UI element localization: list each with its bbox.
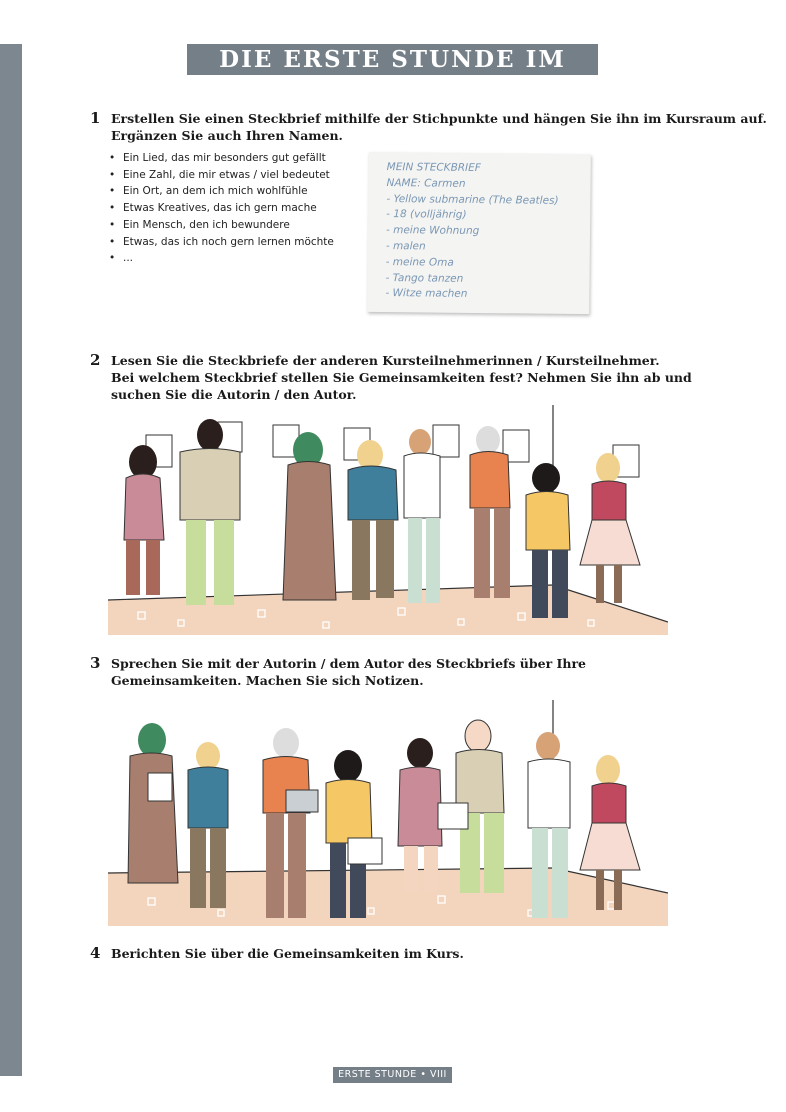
person-figure	[526, 463, 570, 618]
person-figure	[398, 738, 442, 891]
list-item: • ...	[109, 250, 334, 267]
card-line: NAME: Carmen	[386, 176, 466, 190]
card-line: - Yellow submarine (The Beatles)	[386, 192, 559, 207]
person-figure	[404, 429, 440, 603]
person-figure	[128, 723, 178, 883]
people-reading-wall-illustration	[108, 400, 668, 638]
page-footer: ERSTE STUNDE • VIII	[333, 1067, 452, 1083]
card-line: - Tango tanzen	[385, 271, 464, 285]
list-item: • Eine Zahl, die mir etwas / viel bedeutet	[109, 167, 334, 184]
people-talking-illustration	[108, 698, 668, 928]
person-figure	[348, 440, 398, 600]
card-line: - meine Oma	[385, 255, 454, 269]
task-instruction: Berichten Sie über die Gemeinsamkeiten im Kurs.	[111, 946, 464, 961]
card-line: - Witze machen	[385, 287, 468, 301]
card-line: MEIN STECKBRIEF	[386, 161, 481, 175]
task-instruction: Erstellen Sie einen Steckbrief mithilfe der Stichpunkte und hängen Sie ihn im Kursraum auf. Ergänzen Sie auch Ihren Namen.	[111, 111, 767, 143]
task-number: 4	[90, 944, 101, 962]
page-title: DIE ERSTE STUNDE IM KURS	[187, 44, 598, 75]
list-item: • Etwas, das ich noch gern lernen möchte	[109, 234, 334, 251]
left-side-band	[0, 44, 22, 1076]
list-item: • Etwas Kreatives, das ich gern mache	[109, 200, 334, 217]
task-instruction: Lesen Sie die Steckbriefe der anderen Kursteilnehmerinnen / Kursteilnehmer. Bei welchem Steckbrief stellen Sie Gemeinsamkeiten fest? Nehmen Sie ihn ab und suchen Sie die Autorin / den Autor.	[111, 353, 692, 402]
card-line: - 18 (volljährig)	[386, 208, 467, 222]
card-lines	[385, 160, 559, 304]
bullet-list	[109, 150, 334, 267]
profile-note-card	[367, 152, 591, 314]
task-number: 3	[90, 654, 101, 672]
list-item: • Ein Lied, das mir besonders gut gefällt	[109, 150, 334, 167]
card-line: - meine Wohnung	[385, 224, 480, 238]
card-line: - malen	[385, 240, 426, 253]
person-figure	[438, 720, 504, 893]
list-item: • Ein Ort, an dem ich mich wohlfühle	[109, 183, 334, 200]
list-item: • Ein Mensch, den ich bewundere	[109, 217, 334, 234]
task-number: 1	[90, 109, 101, 127]
task-number: 2	[90, 351, 101, 369]
task-instruction: Sprechen Sie mit der Autorin / dem Autor des Steckbriefs über Ihre Gemeinsamkeiten. Machen Sie sich Notizen.	[111, 656, 586, 688]
